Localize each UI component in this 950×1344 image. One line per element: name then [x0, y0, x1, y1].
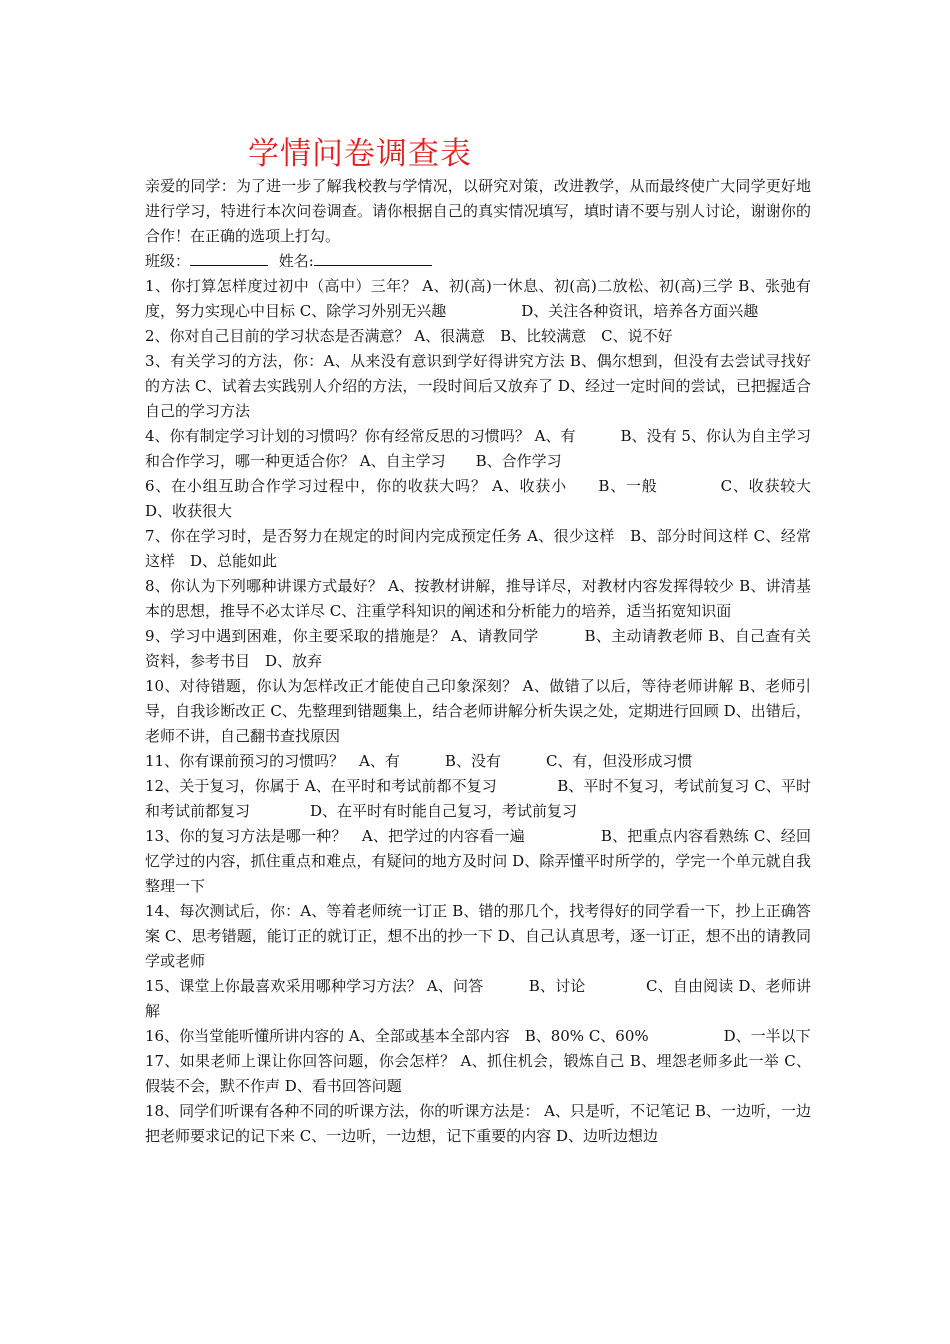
name-blank-field[interactable]: [314, 250, 432, 266]
question-item: 14、每次测试后，你：A、等着老师统一订正 B、错的那几个，找考得好的同学看一下，抄上正确答案 C、思考错题，能订正的就订正，想不出的抄一下 D、自己认真思考，逐一订正，想不出的请教同学或老师: [145, 902, 811, 970]
question-item: 18、同学们听课有各种不同的听课方法，你的听课方法是： A、只是听，不记笔记 B、一边听，一边把老师要求记的记下来 C、一边听，一边想，记下重要的内容 D、边听边想边: [145, 1102, 811, 1145]
question-item: 11、你有课前预习的习惯吗？ A、有 B、没有 C、有，但没形成习惯: [145, 752, 693, 770]
question-item: 7、你在学习时，是否努力在规定的时间内完成预定任务 A、很少这样 B、部分时间这样 C、经常这样 D、总能如此: [145, 527, 811, 570]
class-label: 班级：: [145, 252, 191, 270]
question-item: 10、对待错题，你认为怎样改正才能使自己印象深刻？ A、做错了以后，等待老师讲解 B、老师引导，自我诊断改正 C、先整理到错题集上，结合老师讲解分析失误之处，定期进行回顾 D、出错后，老师不讲，自己翻书查找原因: [145, 677, 811, 745]
question-item: 8、你认为下列哪种讲课方式最好？ A、按教材讲解，推导详尽，对教材内容发挥得较少 B、讲清基本的思想，推导不必太详尽 C、注重学科知识的阐述和分析能力的培养，适当拓宽知识面: [145, 577, 811, 620]
student-info-line: [145, 249, 811, 274]
intro-paragraph: 亲爱的同学：为了进一步了解我校教与学情况，以研究对策，改进教学，从而最终使广大同学更好地进行学习，特进行本次问卷调查。请你根据自己的真实情况填写，填时请不要与别人讨论，谢谢你的合作！在正确的选项上打勾。: [145, 177, 811, 245]
class-blank-field[interactable]: [190, 250, 268, 266]
question-item: 2、你对自己目前的学习状态是否满意？ A、很满意 B、比较满意 C、说不好: [145, 327, 673, 345]
question-item: 3、有关学习的方法，你：A、从来没有意识到学好得讲究方法 B、偶尔想到，但没有去尝试寻找好的方法 C、试着去实践别人介绍的方法，一段时间后又放弃了 D、经过一定时间的尝试，已把握适合自己的学习方法: [145, 352, 811, 420]
name-label: 姓名:: [278, 252, 314, 270]
question-item: 4、你有制定学习计划的习惯吗？你有经常反思的习惯吗？ A、有 B、没有 5、你认为自主学习和合作学习，哪一种更适合你？ A、自主学习 B、合作学习: [145, 427, 811, 470]
question-item: 12、关于复习，你属于 A、在平时和考试前都不复习 B、平时不复习，考试前复习 C、平时和考试前都复习 D、在平时有时能自己复习，考试前复习: [145, 777, 811, 820]
document-body: [145, 174, 842, 1149]
question-item: 15、课堂上你最喜欢采用哪种学习方法？ A、问答 B、讨论 C、自由阅读 D、老师讲解: [145, 977, 811, 1020]
document-title: 学情问卷调查表: [248, 136, 472, 172]
question-item: 17、如果老师上课让你回答问题，你会怎样？ A、抓住机会，锻炼自己 B、埋怨老师多此一举 C、假装不会，默不作声 D、看书回答问题: [145, 1052, 811, 1095]
question-item: 13、你的复习方法是哪一种？ A、把学过的内容看一遍 B、把重点内容看熟练 C、经回忆学过的内容，抓住重点和难点，有疑问的地方及时问 D、除弄懂平时所学的，学完一个单元就自我整理一下: [145, 827, 811, 895]
question-item: 1、你打算怎样度过初中（高中）三年？ A、初(高)一休息、初(高)二放松、初(高)三学 B、张弛有度，努力实现心中目标 C、除学习外别无兴趣 D、关注各种资讯，培养各方面兴趣: [145, 277, 811, 320]
question-item: 9、学习中遇到困难，你主要采取的措施是？ A、请教同学 B、主动请教老师 B、自己查有关资料，参考书目 D、放弃: [145, 627, 811, 670]
question-item: 16、你当堂能听懂所讲内容的 A、全部或基本全部内容 B、80% C、60% D、一半以下: [145, 1027, 811, 1045]
question-item: 6、在小组互助合作学习过程中，你的收获大吗？ A、收获小 B、一般 C、收获较大 D、收获很大: [145, 477, 842, 520]
